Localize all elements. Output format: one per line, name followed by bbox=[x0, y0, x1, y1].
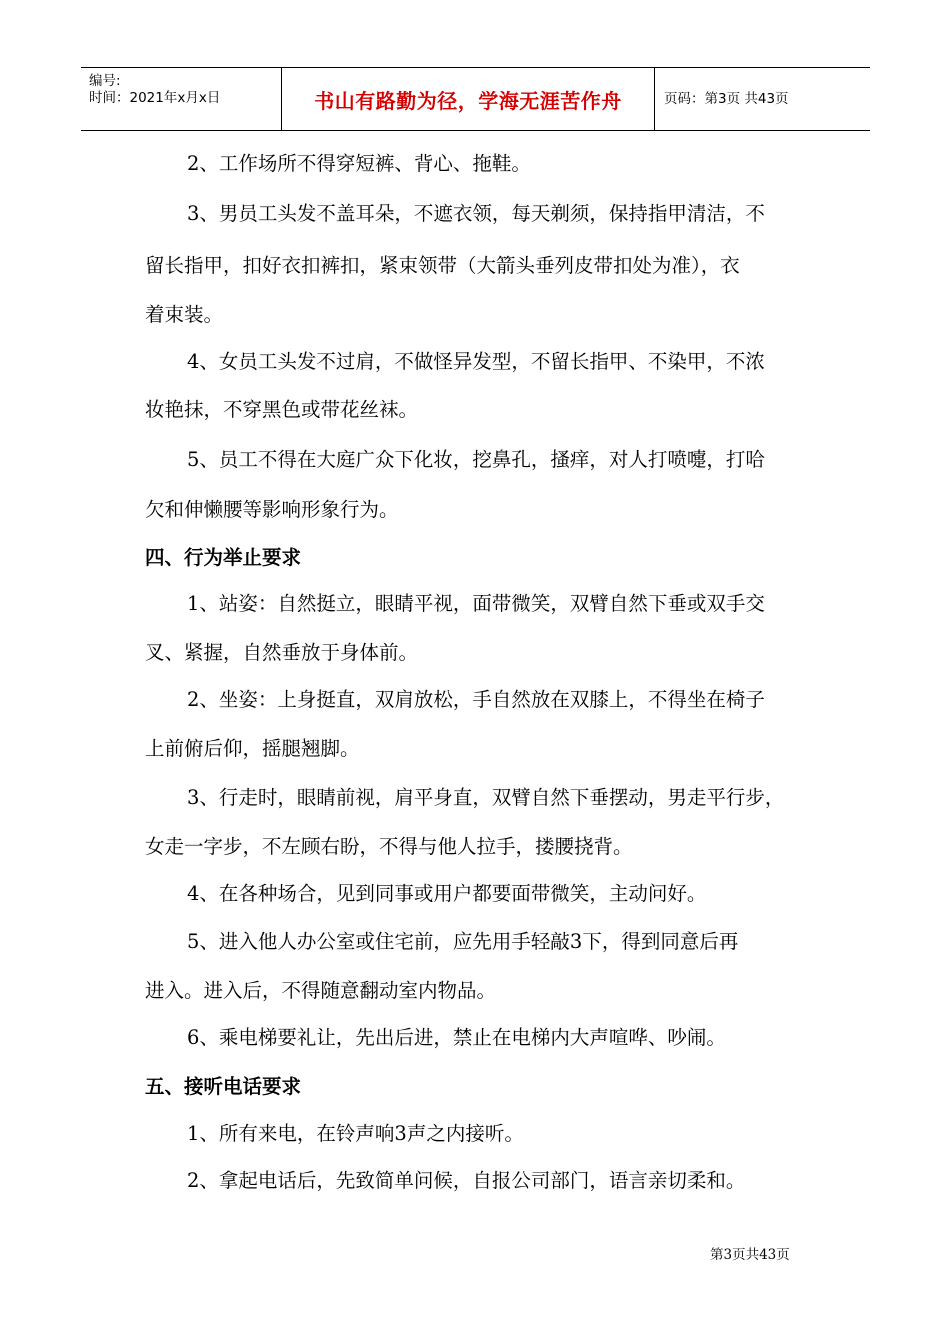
document-number-label: 编号: bbox=[89, 73, 121, 89]
paragraph-line: 妆艳抹，不穿黑色或带花丝袜。 bbox=[145, 398, 419, 421]
header-meta-cell bbox=[81, 68, 281, 130]
footer-page-number: 第3页共43页 bbox=[710, 1247, 790, 1263]
paragraph-line: 叉、紧握，自然垂放于身体前。 bbox=[145, 641, 419, 664]
paragraph-line: 5、进入他人办公室或住宅前，应先用手轻敲3下，得到同意后再 bbox=[187, 930, 739, 953]
paragraph-line: 进入。进入后，不得随意翻动室内物品。 bbox=[145, 979, 497, 1002]
paragraph-line: 3、男员工头发不盖耳朵，不遮衣领，每天剃须，保持指甲清洁，不 bbox=[187, 202, 765, 225]
section-heading: 五、接听电话要求 bbox=[145, 1075, 302, 1098]
paragraph-line: 4、女员工头发不过肩，不做怪异发型，不留长指甲、不染甲，不浓 bbox=[187, 350, 765, 373]
paragraph-line: 2、坐姿：上身挺直，双肩放松，手自然放在双膝上，不得坐在椅子 bbox=[187, 688, 765, 711]
document-time-label: 时间：2021年x月x日 bbox=[89, 90, 221, 106]
paragraph-line: 3、行走时，眼睛前视，肩平身直，双臂自然下垂摆动，男走平行步， bbox=[187, 786, 785, 809]
header-page-cell bbox=[655, 68, 870, 130]
paragraph-line: 留长指甲，扣好衣扣裤扣，紧束领带（大箭头垂列皮带扣处为准），衣 bbox=[145, 254, 740, 277]
header-motto-cell bbox=[282, 68, 654, 130]
paragraph-line: 女走一字步，不左顾右盼，不得与他人拉手，搂腰挠背。 bbox=[145, 835, 633, 858]
paragraph-line: 2、拿起电话后，先致简单问候，自报公司部门，语言亲切柔和。 bbox=[187, 1169, 746, 1192]
paragraph-line: 4、在各种场合，见到同事或用户都要面带微笑，主动问好。 bbox=[187, 882, 707, 905]
paragraph-line: 上前俯后仰，摇腿翘脚。 bbox=[145, 737, 360, 760]
page-header bbox=[81, 67, 870, 131]
paragraph-line: 6、乘电梯要礼让，先出后进，禁止在电梯内大声喧哗、吵闹。 bbox=[187, 1026, 726, 1049]
paragraph-line: 1、站姿：自然挺立，眼睛平视，面带微笑，双臂自然下垂或双手交 bbox=[187, 592, 765, 615]
motto-text: 书山有路勤为径，学海无涯苦作舟 bbox=[314, 88, 622, 113]
section-heading: 四、行为举止要求 bbox=[145, 546, 302, 569]
paragraph-line: 1、所有来电，在铃声响3声之内接听。 bbox=[187, 1122, 524, 1145]
header-page-number: 页码：第3页 共43页 bbox=[664, 91, 789, 107]
paragraph-line: 2、工作场所不得穿短裤、背心、拖鞋。 bbox=[187, 152, 531, 175]
paragraph-line: 5、员工不得在大庭广众下化妆，挖鼻孔，搔痒，对人打喷嚏，打哈 bbox=[187, 448, 765, 471]
paragraph-line: 着束装。 bbox=[145, 303, 224, 326]
paragraph-line: 欠和伸懒腰等影响形象行为。 bbox=[145, 498, 399, 521]
